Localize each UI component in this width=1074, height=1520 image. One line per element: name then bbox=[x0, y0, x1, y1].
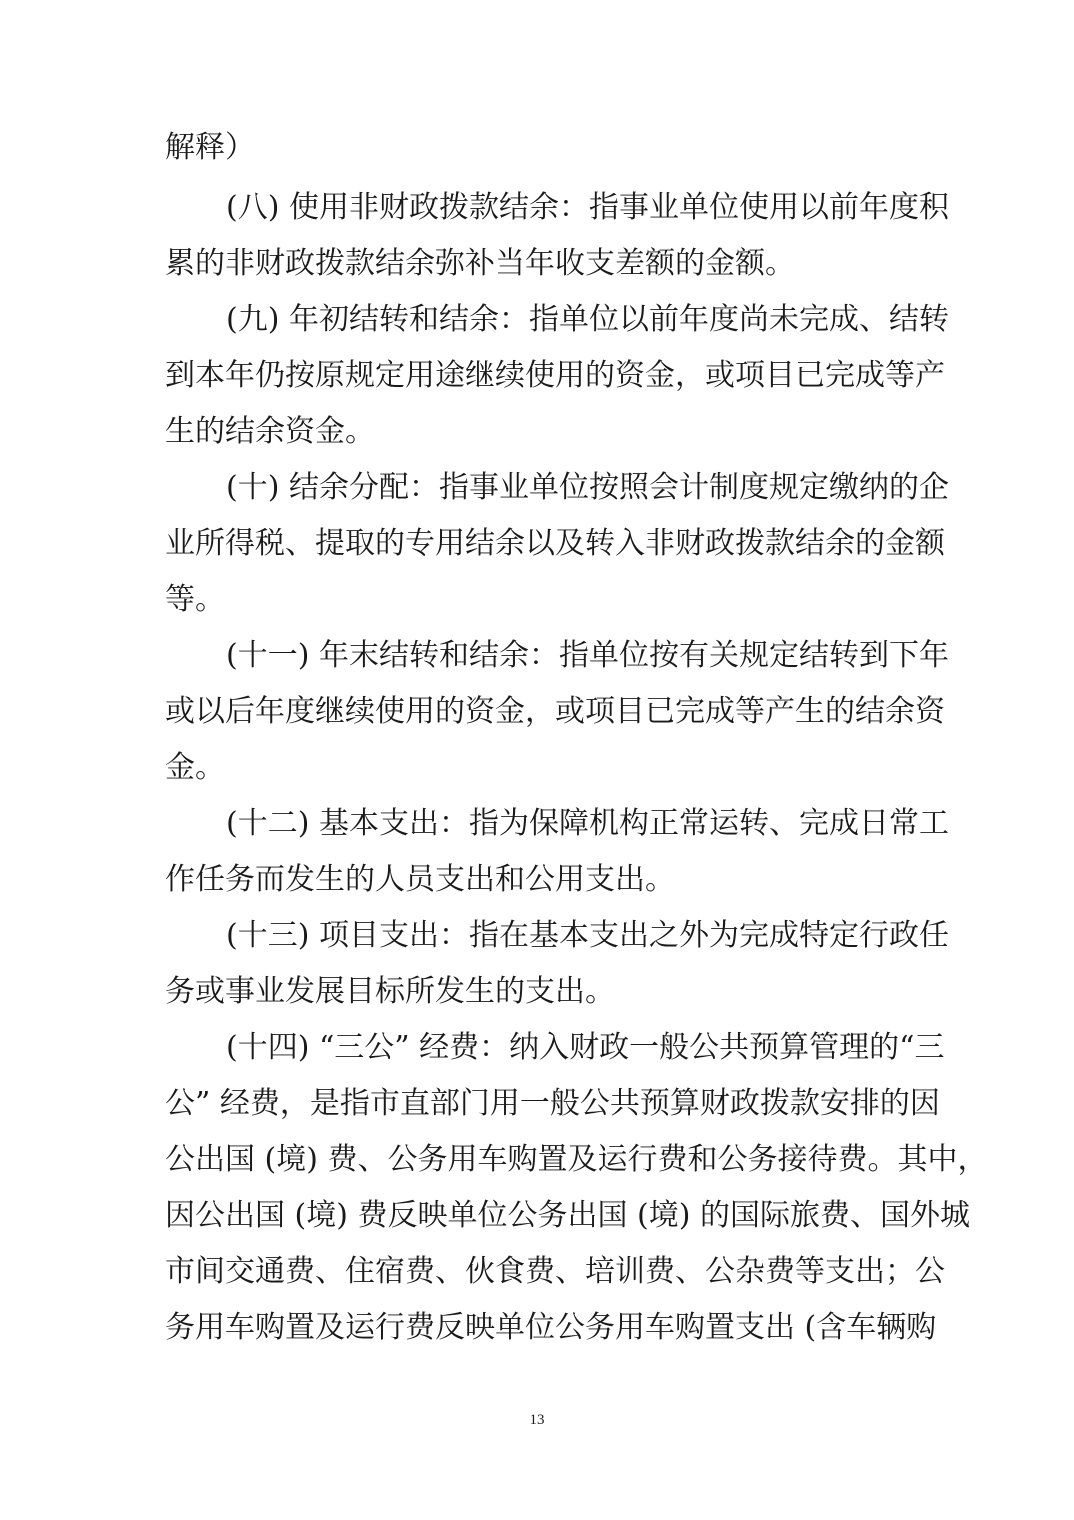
paragraph-11-line-1: (十一) 年末结转和结余：指单位按有关规定结转到下年 bbox=[226, 638, 949, 673]
paragraph-9-line-1: (九) 年初结转和结余：指单位以前年度尚未完成、结转 bbox=[226, 302, 949, 337]
paragraph-11-line-2: 或以后年度继续使用的资金，或项目已完成等产生的结余资 bbox=[165, 694, 945, 729]
paragraph-12-line-2: 作任务而发生的人员支出和公用支出。 bbox=[165, 862, 675, 897]
paragraph-11-line-3: 金。 bbox=[165, 750, 225, 785]
paragraph-12-line-1: (十二) 基本支出：指为保障机构正常运转、完成日常工 bbox=[226, 806, 949, 841]
paragraph-14-line-1: (十四) “三公” 经费：纳入财政一般公共预算管理的“三 bbox=[226, 1030, 945, 1065]
paragraph-9-line-2: 到本年仍按原规定用途继续使用的资金，或项目已完成等产 bbox=[165, 358, 945, 393]
paragraph-10-line-3: 等。 bbox=[165, 582, 225, 617]
paragraph-14-line-6: 务用车购置及运行费反映单位公务用车购置支出 (含车辆购 bbox=[165, 1310, 937, 1345]
paragraph-8-line-1: (八) 使用非财政拨款结余：指事业单位使用以前年度积 bbox=[226, 190, 949, 225]
paragraph-9-line-3: 生的结余资金。 bbox=[165, 414, 375, 449]
paragraph-14-line-2: 公” 经费，是指市直部门用一般公共预算财政拨款安排的因 bbox=[165, 1086, 940, 1121]
paragraph-13-line-2: 务或事业发展目标所发生的支出。 bbox=[165, 974, 615, 1009]
page-number: 13 bbox=[529, 1412, 545, 1428]
paragraph-10-line-1: (十) 结余分配：指事业单位按照会计制度规定缴纳的企 bbox=[226, 470, 949, 505]
paragraph-14-line-5: 市间交通费、住宿费、伙食费、培训费、公杂费等支出；公 bbox=[165, 1254, 945, 1289]
paragraph-8-line-2: 累的非财政拨款结余弥补当年收支差额的金额。 bbox=[165, 246, 795, 281]
paragraph-14-line-3: 公出国 (境) 费、公务用车购置及运行费和公务接待费。其中， bbox=[165, 1142, 988, 1177]
paragraph-13-line-1: (十三) 项目支出：指在基本支出之外为完成特定行政任 bbox=[226, 918, 949, 953]
paragraph-14-line-4: 因公出国 (境) 费反映单位公务出国 (境) 的国际旅费、国外城 bbox=[165, 1198, 970, 1233]
text-line: 解释） bbox=[165, 130, 255, 165]
paragraph-10-line-2: 业所得税、提取的专用结余以及转入非财政拨款结余的金额 bbox=[165, 526, 945, 561]
